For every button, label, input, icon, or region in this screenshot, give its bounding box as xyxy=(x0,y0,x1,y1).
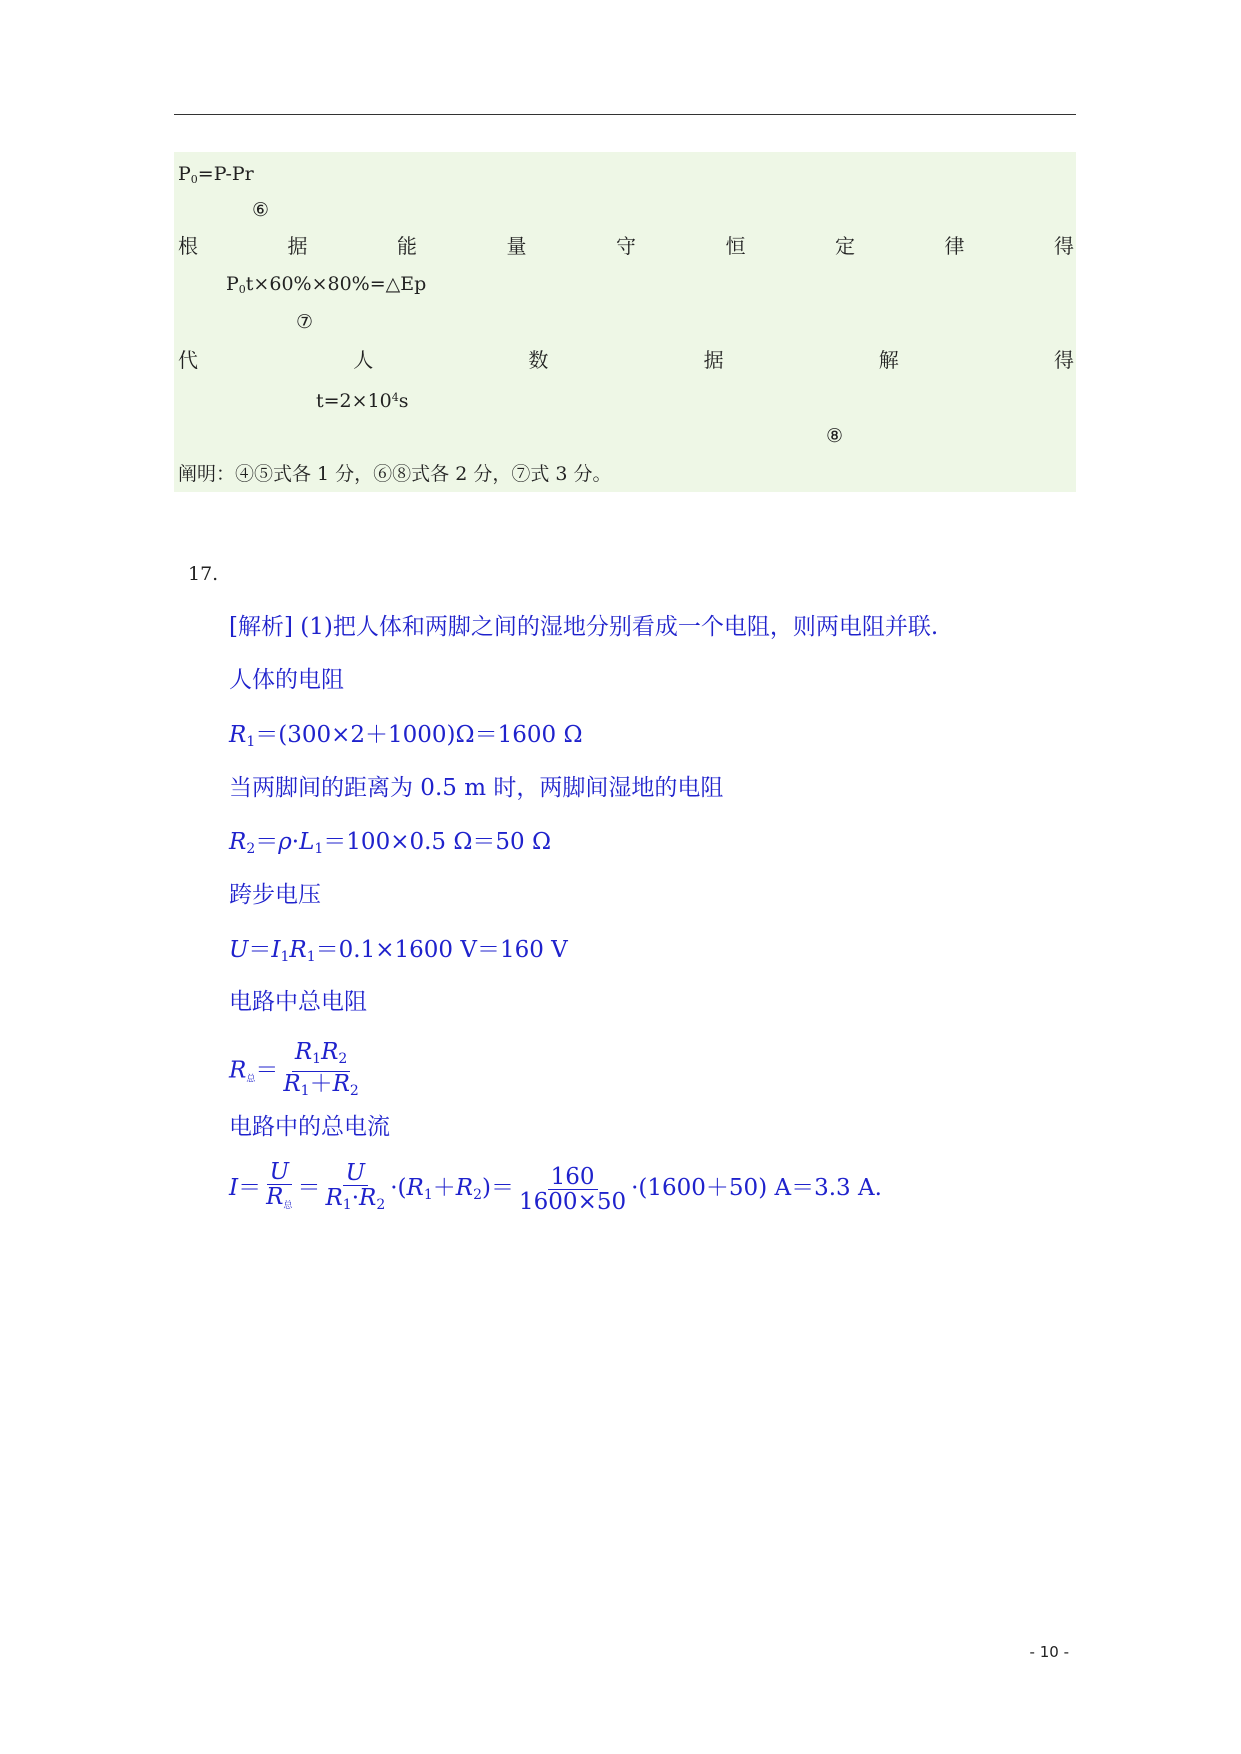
page-number: - 10 - xyxy=(1029,1643,1069,1661)
total-current-label: 电路中的总电流 xyxy=(229,1114,390,1140)
body-resistance-label: 人体的电阻 xyxy=(229,667,344,693)
r2-equation: R2＝ρ·L1＝100×0.5 Ω＝50 Ω xyxy=(229,829,552,857)
equation-6: $P_0=P-Pr$ xyxy=(178,163,254,186)
solution-block xyxy=(174,152,1076,492)
substitute-data-line: 代 人 数 据 解 得 xyxy=(178,348,1074,372)
marker-8: ⑧ xyxy=(826,425,844,447)
header-rule xyxy=(174,114,1076,115)
analysis-intro: [解析] (1)把人体和两脚之间的湿地分别看成一个电阻，则两电阻并联. xyxy=(229,614,939,640)
r1-equation: R1＝(300×2＋1000)Ω＝1600 Ω xyxy=(229,722,583,750)
distance-text: 当两脚间的距离为 0.5 m 时，两脚间湿地的电阻 xyxy=(229,775,724,801)
r-total-equation: R总＝ $\frac{R1R2}{R1+R2}$ xyxy=(229,1039,359,1099)
step-voltage-label: 跨步电压 xyxy=(229,882,321,908)
u-equation: U＝I1R1＝0.1×1600 V＝160 V xyxy=(229,937,568,965)
equation-8: $t=2\times 10^4s$ xyxy=(316,390,409,412)
total-resistance-label: 电路中总电阻 xyxy=(229,989,367,1015)
marker-6: ⑥ xyxy=(252,199,270,221)
question-number: 17. xyxy=(188,563,219,585)
i-equation: I＝ $\frac{U}{\text{R总}}$ ＝ $\frac{U}{R1\cdot R2}$ ·(R1＋R2)＝ $\frac{160}{1600\times 50}$ ·(1600＋50) A＝3.3 A. xyxy=(229,1159,882,1215)
scoring-note: 阐明：④⑤式各 1 分，⑥⑧式各 2 分，⑦式 3 分。 xyxy=(178,463,612,485)
marker-7: ⑦ xyxy=(296,311,314,333)
equation-7: $P_0t\times 60\%\times 80\%=\triangle Ep$ xyxy=(226,273,427,296)
energy-conservation-line: 根 据 能 量 守 恒 定 律 得 xyxy=(178,234,1074,258)
